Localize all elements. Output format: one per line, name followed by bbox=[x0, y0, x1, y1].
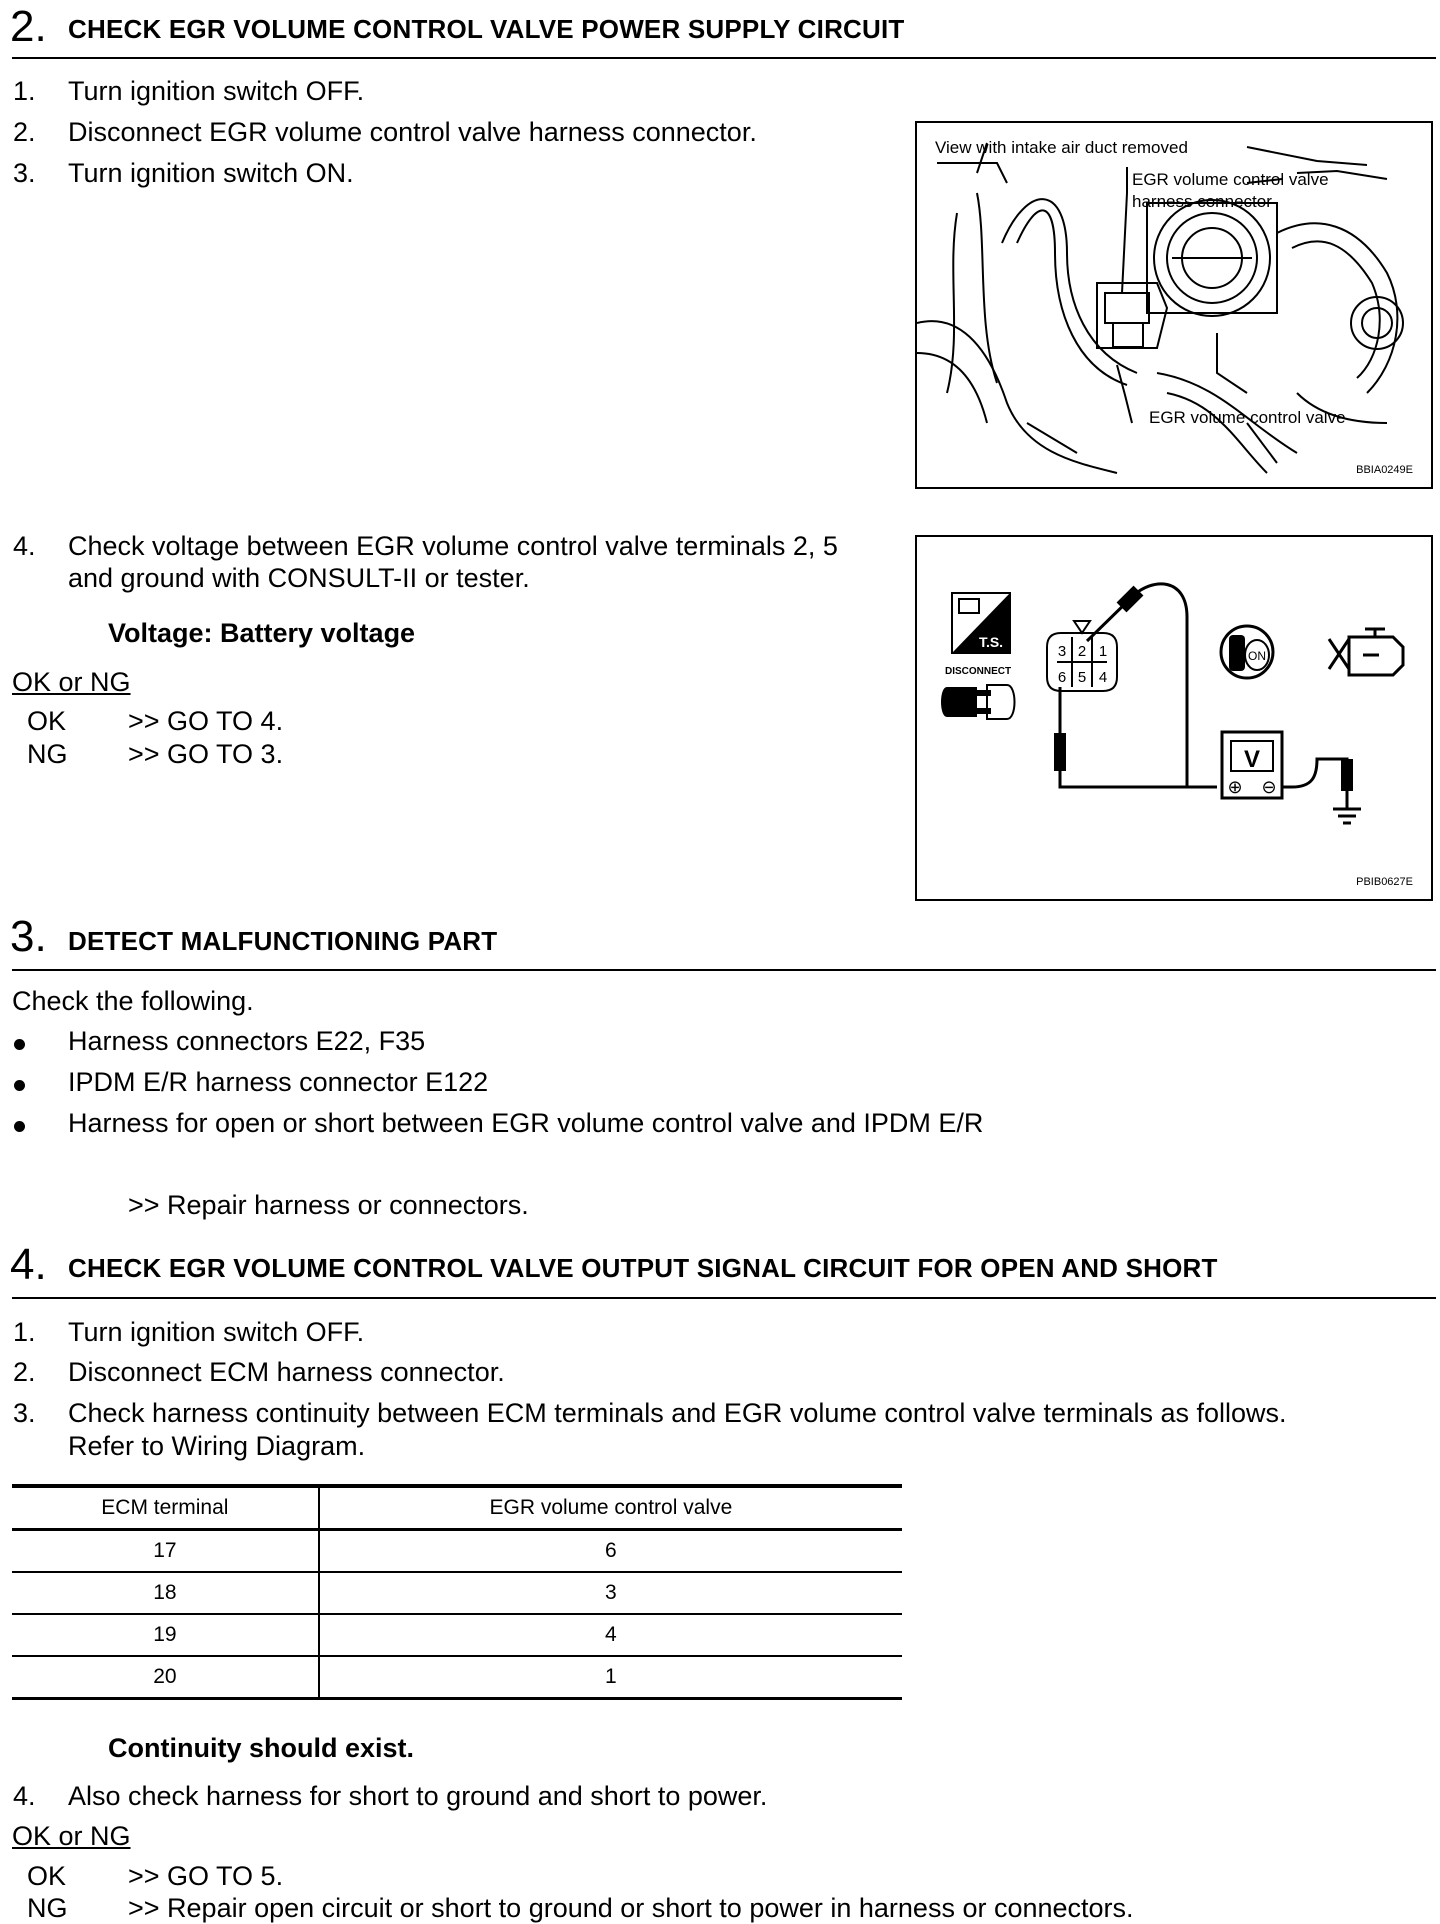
step-4-number: 4. bbox=[10, 1240, 47, 1289]
step-2-spec: Voltage: Battery voltage bbox=[108, 618, 416, 648]
table-cell: 18 bbox=[12, 1572, 319, 1614]
terminal-4: 4 bbox=[1098, 669, 1108, 686]
step-4-item-1: Turn ignition switch OFF. bbox=[68, 1317, 365, 1347]
table-cell: 17 bbox=[12, 1530, 319, 1573]
step-3-bullet-2: IPDM E/R harness connector E122 bbox=[68, 1067, 489, 1097]
on-label: ON bbox=[1248, 649, 1266, 663]
bullet-icon bbox=[14, 1080, 25, 1091]
table-cell: 19 bbox=[12, 1614, 319, 1656]
terminal-5: 5 bbox=[1077, 669, 1087, 686]
step-2-ng-label: NG bbox=[27, 739, 68, 769]
step-2-ok-action: >> GO TO 4. bbox=[128, 706, 284, 736]
step-3-bullet-1: Harness connectors E22, F35 bbox=[68, 1026, 426, 1056]
step-2-title: CHECK EGR VOLUME CONTROL VALVE POWER SUPPLY CIRCUIT bbox=[68, 14, 905, 44]
terminal-6: 6 bbox=[1057, 669, 1067, 686]
step-2-item-2: Disconnect EGR volume control valve harness connector. bbox=[68, 117, 757, 147]
step-4-rule bbox=[12, 1297, 1436, 1299]
table-cell: 4 bbox=[319, 1614, 902, 1656]
table-row bbox=[12, 1614, 902, 1656]
terminal-3: 3 bbox=[1057, 643, 1067, 660]
table-header-row bbox=[12, 1486, 902, 1530]
step-4-ok-action: >> GO TO 5. bbox=[128, 1861, 284, 1891]
table-row bbox=[12, 1572, 902, 1614]
view-label: View with intake air duct removed bbox=[935, 138, 1188, 157]
engine-bay-illustration bbox=[917, 123, 1431, 487]
step-2-item-2-number: 2. bbox=[13, 117, 36, 147]
step-4-item-3-line-2: Refer to Wiring Diagram. bbox=[68, 1431, 366, 1461]
step-4-item-1-number: 1. bbox=[13, 1317, 36, 1347]
step-2-ng-action: >> GO TO 3. bbox=[128, 739, 284, 769]
meter-plus: ⊕ bbox=[1227, 777, 1243, 797]
table-cell: 6 bbox=[319, 1530, 902, 1573]
terminal-1: 1 bbox=[1098, 643, 1108, 660]
step-2-ok-or-ng: OK or NG bbox=[12, 667, 131, 697]
step-3-number: 3. bbox=[10, 912, 47, 961]
step-2-number: 2. bbox=[10, 2, 47, 51]
step-3-intro: Check the following. bbox=[12, 986, 254, 1016]
step-2-item-1: Turn ignition switch OFF. bbox=[68, 76, 365, 106]
step-2-item-4-line-2: and ground with CONSULT-II or tester. bbox=[68, 563, 530, 593]
step-2-item-3: Turn ignition switch ON. bbox=[68, 158, 354, 188]
meter-minus: ⊖ bbox=[1261, 777, 1277, 797]
voltage-check-figure bbox=[915, 535, 1433, 901]
engine-stopped-icon bbox=[1329, 629, 1403, 675]
connector-label-line-1: EGR volume control valve bbox=[1132, 170, 1329, 189]
voltage-check-illustration bbox=[917, 537, 1431, 899]
table-cell: 1 bbox=[319, 1656, 902, 1699]
step-4-ng-label: NG bbox=[27, 1893, 68, 1923]
step-2-ok-label: OK bbox=[27, 706, 67, 736]
step-4-item-3-line-1: Check harness continuity between ECM terminals and EGR volume control valve terminals as follows. bbox=[68, 1398, 1287, 1428]
column-header: ECM terminal bbox=[12, 1486, 319, 1530]
step-4-ng-action: >> Repair open circuit or short to ground or short to power in harness or connectors. bbox=[128, 1893, 1134, 1923]
table-cell: 3 bbox=[319, 1572, 902, 1614]
step-3-bullet-3: Harness for open or short between EGR volume control valve and IPDM E/R bbox=[68, 1108, 984, 1138]
step-2-item-1-number: 1. bbox=[13, 76, 36, 106]
table-row bbox=[12, 1656, 902, 1699]
terminal-2: 2 bbox=[1077, 643, 1087, 660]
step-2-item-3-number: 3. bbox=[13, 158, 36, 188]
table-row bbox=[12, 1530, 902, 1573]
step-3-title: DETECT MALFUNCTIONING PART bbox=[68, 926, 498, 956]
step-4-item-4-number: 4. bbox=[13, 1781, 36, 1811]
connector-label-line-2: harness connector bbox=[1132, 192, 1272, 211]
step-4-item-3-number: 3. bbox=[13, 1398, 36, 1428]
step-4-title: CHECK EGR VOLUME CONTROL VALVE OUTPUT SIGNAL CIRCUIT FOR OPEN AND SHORT bbox=[68, 1253, 1218, 1283]
continuity-table bbox=[12, 1484, 902, 1700]
step-4-ok-label: OK bbox=[27, 1861, 67, 1891]
step-2-rule bbox=[12, 57, 1436, 59]
table-cell: 20 bbox=[12, 1656, 319, 1699]
step-4-ok-or-ng: OK or NG bbox=[12, 1821, 131, 1851]
column-header: EGR volume control valve bbox=[319, 1486, 902, 1530]
step-4-item-4: Also check harness for short to ground and short to power. bbox=[68, 1781, 768, 1811]
figure-2-code: PBIB0627E bbox=[1356, 876, 1413, 888]
step-3-action: >> Repair harness or connectors. bbox=[128, 1190, 529, 1220]
bullet-icon bbox=[14, 1121, 25, 1132]
voltmeter-icon bbox=[1222, 732, 1282, 798]
disconnect-label: DISCONNECT bbox=[945, 666, 1012, 677]
step-4-item-2: Disconnect ECM harness connector. bbox=[68, 1357, 505, 1387]
figure-1-code: BBIA0249E bbox=[1356, 464, 1413, 476]
meter-label: V bbox=[1243, 746, 1261, 773]
bullet-icon bbox=[14, 1039, 25, 1050]
step-2-item-4-line-1: Check voltage between EGR volume control valve terminals 2, 5 bbox=[68, 531, 838, 561]
valve-connector bbox=[1047, 621, 1117, 691]
engine-bay-figure bbox=[915, 121, 1433, 489]
disconnect-icon bbox=[941, 685, 1015, 719]
step-4-item-2-number: 2. bbox=[13, 1357, 36, 1387]
ts-label: T.S. bbox=[978, 634, 1004, 650]
step-4-spec: Continuity should exist. bbox=[108, 1733, 415, 1763]
step-3-rule bbox=[12, 969, 1436, 971]
step-2-item-4-number: 4. bbox=[13, 531, 36, 561]
valve-label: EGR volume control valve bbox=[1149, 408, 1346, 427]
ignition-key-icon bbox=[1221, 626, 1273, 678]
